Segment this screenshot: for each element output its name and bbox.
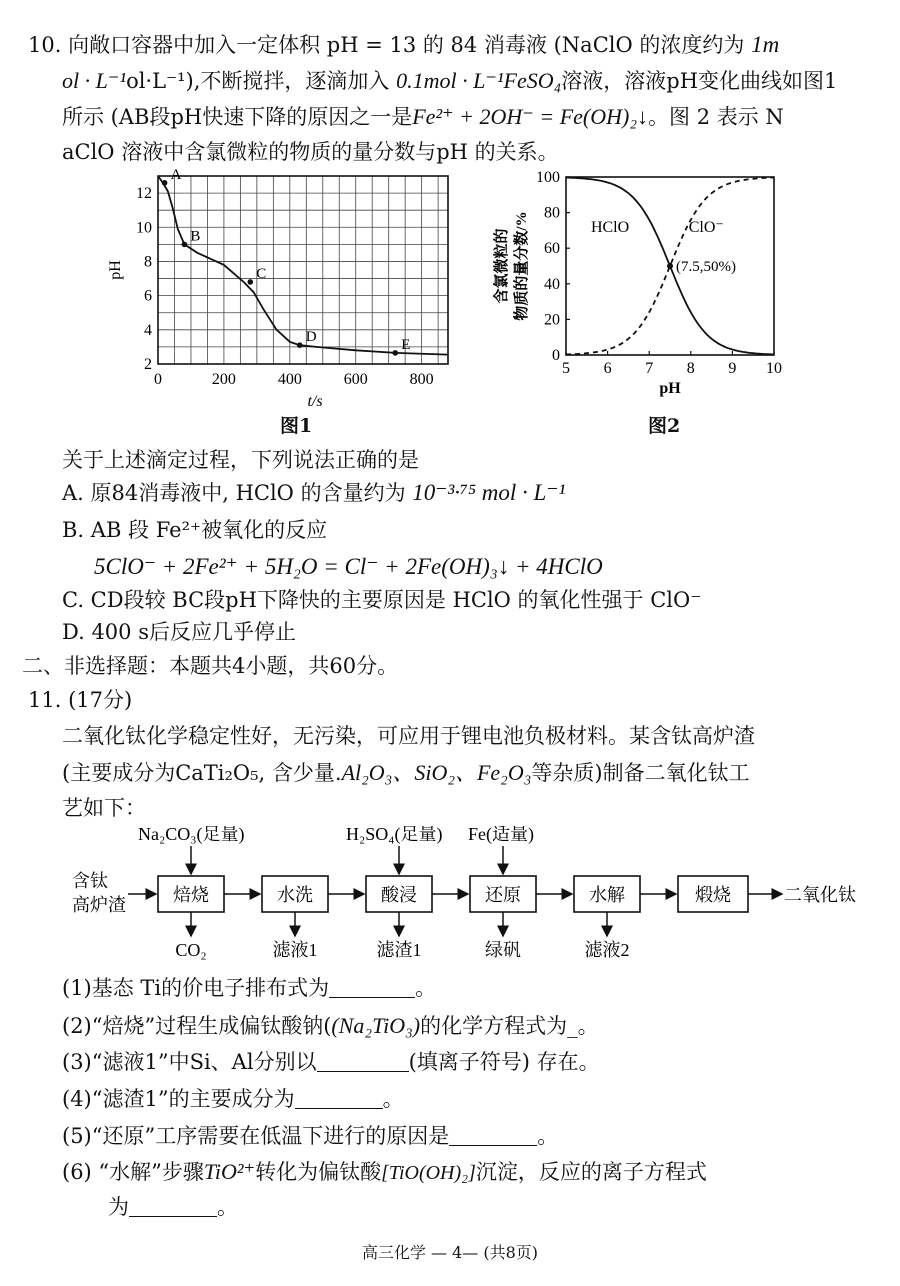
fig1-y-tick-label: 12	[136, 185, 152, 203]
process-flowchart	[70, 826, 890, 970]
flow-start-1: 含钛	[72, 871, 108, 891]
fig1-y-axis-label: pH	[107, 260, 124, 280]
fig1-y-tick-label: 6	[144, 287, 152, 305]
flow-step-wash: 水洗	[277, 885, 313, 905]
fig1-y-tick-label: 4	[144, 321, 152, 339]
fig1-point-d	[297, 342, 303, 348]
q10-stem-6: aClO 溶液中含氯微粒的物质的量分数与pH 的关系。	[62, 140, 559, 164]
fig2-caption: 图2	[648, 415, 681, 437]
q11-intro-2	[62, 758, 750, 788]
flow-input-fe: Fe(适量)	[468, 826, 534, 844]
figure-2	[490, 165, 800, 409]
fig1-chart	[100, 168, 460, 438]
fig1-x-tick-label: 800	[409, 371, 434, 388]
fig1-point-a	[162, 180, 168, 186]
fig1-point-label-e: E	[401, 336, 411, 353]
fig2-label-hclo: HClO	[590, 219, 630, 237]
q11-intro-3: 艺如下：	[62, 796, 146, 820]
q11-intro-1: 二氧化钛化学稳定性好，无污染，可应用于锂电池负极材料。某含钛高炉渣	[62, 724, 755, 748]
flow-output-green-vitriol: 绿矾	[485, 940, 521, 960]
flow-input-h2so4: H₂SO₄(足量)	[346, 826, 443, 844]
flow-step-roast: 焙烧	[173, 885, 209, 905]
q11-sub3-text: (3)“滤液1”中Si、Al分别以	[62, 1050, 317, 1074]
fig2-y-axis-label: 含氯微粒的	[494, 228, 510, 304]
q11-sub6-formula: [TiO(OH)₂]	[381, 1162, 476, 1184]
q11-intro-2b: 等杂质)制备二氧化钛工	[531, 761, 750, 785]
flow-start-2: 高炉渣	[72, 895, 126, 915]
flow-end: 二氧化钛	[784, 885, 856, 905]
fig1-x-tick-label: 600	[343, 371, 368, 388]
q10-question: 关于上述滴定过程，下列说法正确的是	[62, 448, 419, 472]
fig1-point-label-d: D	[305, 329, 317, 346]
q11-sub2-end: 的化学方程式为_。	[420, 1014, 599, 1038]
q11-impurities: Al₂O₃、SiO₂、Fe₂O₃	[341, 760, 532, 785]
q10-line4	[62, 138, 559, 167]
fig2-x-tick-label: 9	[728, 360, 737, 377]
flow-output-filtrate2: 滤液2	[584, 940, 630, 960]
page-footer: 高三化学 — 4— (共8页)	[361, 1243, 539, 1262]
q11-sub1-end: 。	[415, 976, 437, 1000]
q11-sub6	[62, 1157, 707, 1188]
q11-sub4-end: 。	[382, 1087, 404, 1111]
fig2-x-tick-label: 7	[645, 360, 654, 377]
q11-sub3	[62, 1048, 600, 1077]
fig2-x-tick-label: 8	[686, 360, 695, 377]
q11-sub2-formula: (Na₂TiO₃)	[331, 1013, 421, 1038]
q10-stem-3: 溶液，溶液pH变化曲线如图1	[561, 69, 838, 93]
q10-number: 10.	[28, 33, 62, 57]
fig2-y-tick-label: 100	[536, 169, 560, 186]
q10-line2	[62, 66, 837, 96]
q11-sub6-line2-end: 。	[217, 1195, 238, 1219]
q11-sub5-text: (5)“还原”工序需要在低温下进行的原因是	[62, 1124, 450, 1148]
fig2-x-tick-label: 5	[562, 360, 570, 377]
q11-sub1-text: (1)基态 Ti的价电子排布式为	[62, 976, 330, 1000]
answer-blank-4[interactable]	[295, 1088, 383, 1109]
option-a-text: A. 原84消毒液中, HClO 的含量约为	[62, 481, 406, 505]
fig1-x-tick-label: 400	[277, 371, 302, 388]
fig2-y-tick-label: 80	[544, 204, 560, 222]
flow-output-co2: CO₂	[175, 940, 207, 960]
fig1-y-tick-label: 10	[136, 219, 152, 237]
q10-stem-1: 向敞口容器中加入一定体积 pH = 13 的 84 消毒液 (NaClO 的浓度约为	[68, 33, 745, 57]
q11-sub4	[62, 1085, 404, 1114]
answer-blank-5[interactable]	[449, 1125, 537, 1146]
q11-sub6-text: (6) “水解”步骤	[62, 1160, 204, 1184]
fig1-x-axis-label: t/s	[307, 393, 323, 410]
q11-sub2	[62, 1011, 599, 1041]
q10-reagent: 0.1mol · L⁻¹FeSO₄	[396, 68, 562, 93]
q11-intro-2a: (主要成分为CaTi₂O₅, 含少量.	[62, 761, 342, 785]
q10-conc-unit: ol · L⁻¹	[62, 68, 127, 93]
q11-sub2-text: (2)“焙烧”过程生成偏钛酸钠(	[62, 1014, 332, 1038]
q10-line3	[62, 102, 784, 132]
q10-ab-equation: Fe²⁺ + 2OH⁻ = Fe(OH)₂↓	[412, 104, 649, 129]
option-b: B. AB 段 Fe²⁺被氧化的反应	[62, 518, 328, 542]
fig1-caption: 图1	[280, 415, 313, 437]
q11-sub3-end: (填离子符号) 存在。	[408, 1050, 600, 1074]
fig2-annotation: (7.5,50%)	[676, 259, 736, 275]
answer-blank-3[interactable]	[317, 1051, 409, 1072]
fig2-x-tick-label: 10	[766, 360, 782, 377]
option-a	[62, 478, 565, 508]
q11-sub6-line2-text: 为	[108, 1195, 129, 1219]
flow-step-reduce: 还原	[485, 885, 521, 905]
figure-1	[100, 168, 460, 442]
option-b-equation: 5ClO⁻ + 2Fe²⁺ + 5H₂O = Cl⁻ + 2Fe(OH)₃↓ + 4HClO	[94, 554, 603, 579]
fig1-point-e	[392, 350, 398, 356]
q10-stem-5: 。图 2 表示 N	[648, 105, 784, 129]
fig2-chart	[490, 165, 800, 405]
fig1-frame	[158, 176, 448, 364]
fig1-point-c	[247, 279, 253, 285]
fig2-x-tick-label: 6	[603, 360, 612, 377]
q10-stem-2: ol·L⁻¹),不断搅拌，逐滴加入	[126, 69, 390, 93]
flow-step-calcine: 煅烧	[695, 885, 731, 905]
fig1-point-label-a: A	[170, 168, 182, 183]
q11-sub6-end: 沉淀，反应的离子方程式	[475, 1160, 707, 1184]
q11-head: 11. (17分)	[28, 688, 133, 712]
q11-sub6-line2	[108, 1193, 238, 1222]
fig1-ph-curve	[158, 176, 448, 355]
flow-output-filtrate1: 滤液1	[272, 940, 318, 960]
fig2-x-axis-label: pH	[659, 380, 681, 397]
fig2-label-clo: ClO⁻	[688, 219, 724, 237]
q11-sub5-end: 。	[537, 1124, 559, 1148]
fig1-x-tick-label: 200	[211, 371, 236, 388]
fig1-y-tick-label: 8	[144, 253, 152, 271]
fig1-point-label-b: B	[190, 228, 201, 245]
fig1-point-label-c: C	[256, 265, 267, 282]
flow-step-hydrolysis: 水解	[589, 885, 625, 905]
q11-sub5	[62, 1122, 558, 1151]
fig1-point-b	[182, 242, 188, 248]
fig2-y-tick-label: 20	[544, 311, 560, 329]
fig1-x-tick-label: 0	[154, 371, 162, 388]
flow-step-acid: 酸浸	[381, 885, 417, 905]
q10-stem-4: 所示 (AB段pH快速下降的原因之一是	[62, 105, 413, 129]
flowchart-svg	[70, 826, 890, 966]
fig2-intersection-point	[667, 263, 673, 269]
q11-sub6-ion: TiO²⁺	[203, 1159, 256, 1184]
fig2-y-tick-label: 60	[544, 240, 560, 258]
fig1-y-tick-label: 2	[144, 356, 152, 373]
fig2-y-tick-label: 0	[552, 347, 560, 364]
answer-blank-6[interactable]	[129, 1196, 217, 1217]
option-c: C. CD段较 BC段pH下降快的主要原因是 HClO 的氧化性强于 ClO⁻	[62, 588, 702, 612]
q11-sub6-mid: 转化为偏钛酸	[255, 1160, 382, 1184]
q10-line1	[28, 30, 779, 60]
flow-output-residue1: 滤渣1	[376, 940, 422, 960]
answer-blank-1[interactable]	[329, 977, 415, 998]
option-a-math: 10⁻³·⁷⁵ mol · L⁻¹	[412, 480, 566, 505]
q11-sub4-text: (4)“滤渣1”的主要成分为	[62, 1087, 295, 1111]
section-2-heading: 二、非选择题：本题共4小题，共60分。	[22, 654, 399, 678]
flow-input-na2co3: Na₂CO₃(足量)	[138, 826, 245, 844]
fig2-y-tick-label: 40	[544, 275, 560, 293]
q11-sub1	[62, 974, 436, 1003]
option-d: D. 400 s后反应几乎停止	[62, 620, 296, 644]
fig2-y-axis-label: 物质的量分数/%	[514, 211, 530, 321]
q10-conc-start: 1m	[751, 32, 780, 57]
